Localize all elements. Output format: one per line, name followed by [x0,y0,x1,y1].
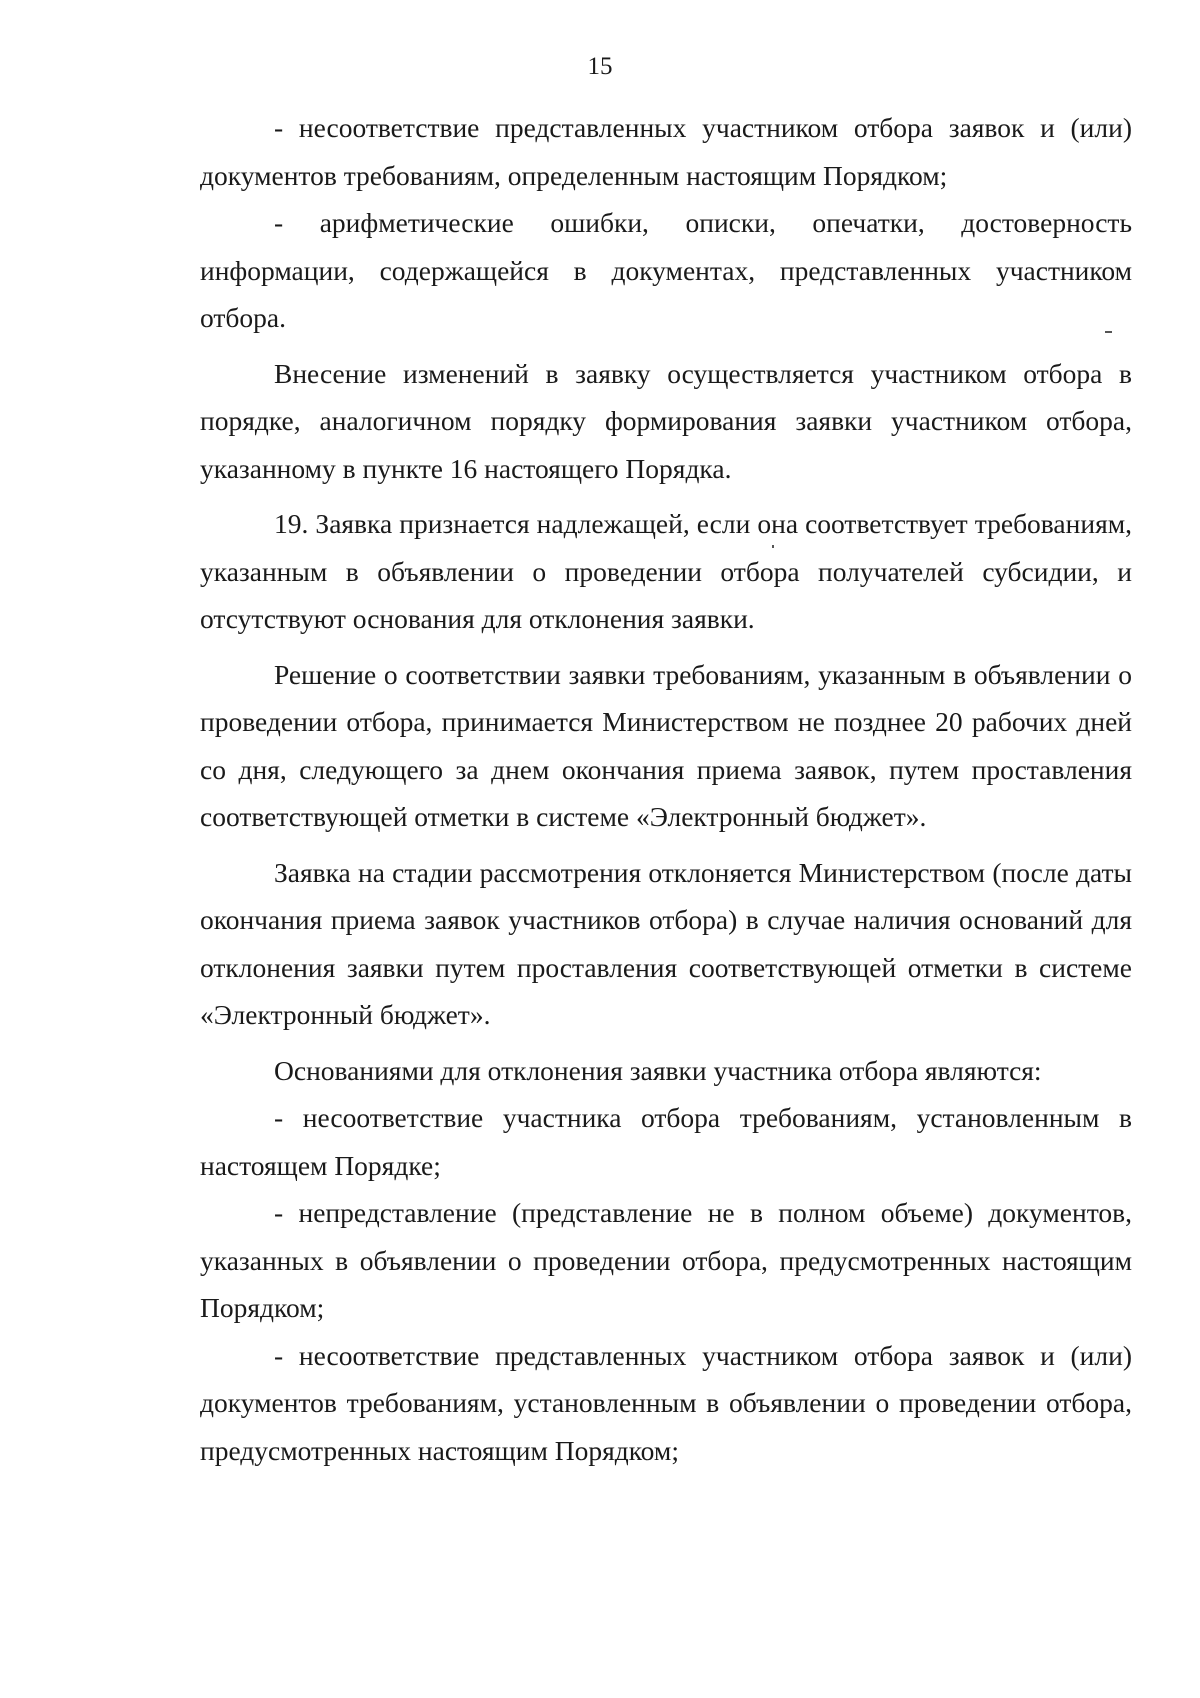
scan-mark [772,545,774,548]
list-item-application-mismatch: - несоответствие представленных участником отбора заявок и (или) документов требованиям, установленным в объявлении о проведении отбора, предусмотренных настоящим Порядком; [200,1339,1132,1466]
paragraph-application-changes: Внесение изменений в заявку осуществляется участником отбора в порядке, аналогичном порядку формирования заявки участником отбора, указанному в пункте 16 настоящего Порядка. [200,357,1132,484]
paragraph-compliance-decision: Решение о соответствии заявки требованиям, указанным в объявлении о проведении отбора, принимается Министерством не позднее 20 рабочих дней со дня, следующего за днем окончания приема заявок, путем проставления соответствующей отметки в системе «Электронный бюджет». [200,658,1132,832]
scan-mark [1105,331,1112,333]
paragraph-rejection: Заявка на стадии рассмотрения отклоняется Министерством (после даты окончания приема заявок участников отбора) в случае наличия оснований для отклонения заявки путем проставления соответствующей отметки в системе «Электронный бюджет». [200,856,1132,1030]
paragraph-rejection-grounds: Основаниями для отклонения заявки участника отбора являются: [274,1054,1042,1086]
list-item-documents-missing: - непредставление (представление не в полном объеме) документов, указанных в объявлении о проведении отбора, предусмотренных настоящим Порядком; [200,1197,1132,1323]
document-body [200,104,1132,1474]
list-item-participant-mismatch: - несоответствие участника отбора требованиям, установленным в настоящем Порядке; [200,1102,1132,1181]
list-item-arithmetic-errors: - арифметические ошибки, описки, опечатки, достоверность информации, содержащейся в документах, представленных участником отбора. [200,207,1132,333]
list-item-requirements-mismatch: - несоответствие представленных участником отбора заявок и (или) документов требованиям, определенным настоящим Порядком; [200,112,1132,191]
paragraph-item-19: 19. Заявка признается надлежащей, если она соответствует требованиям, указанным в объявлении о проведении отбора получателей субсидии, и отсутствуют основания для отклонения заявки. [200,508,1132,634]
page-number: 15 [587,53,613,80]
